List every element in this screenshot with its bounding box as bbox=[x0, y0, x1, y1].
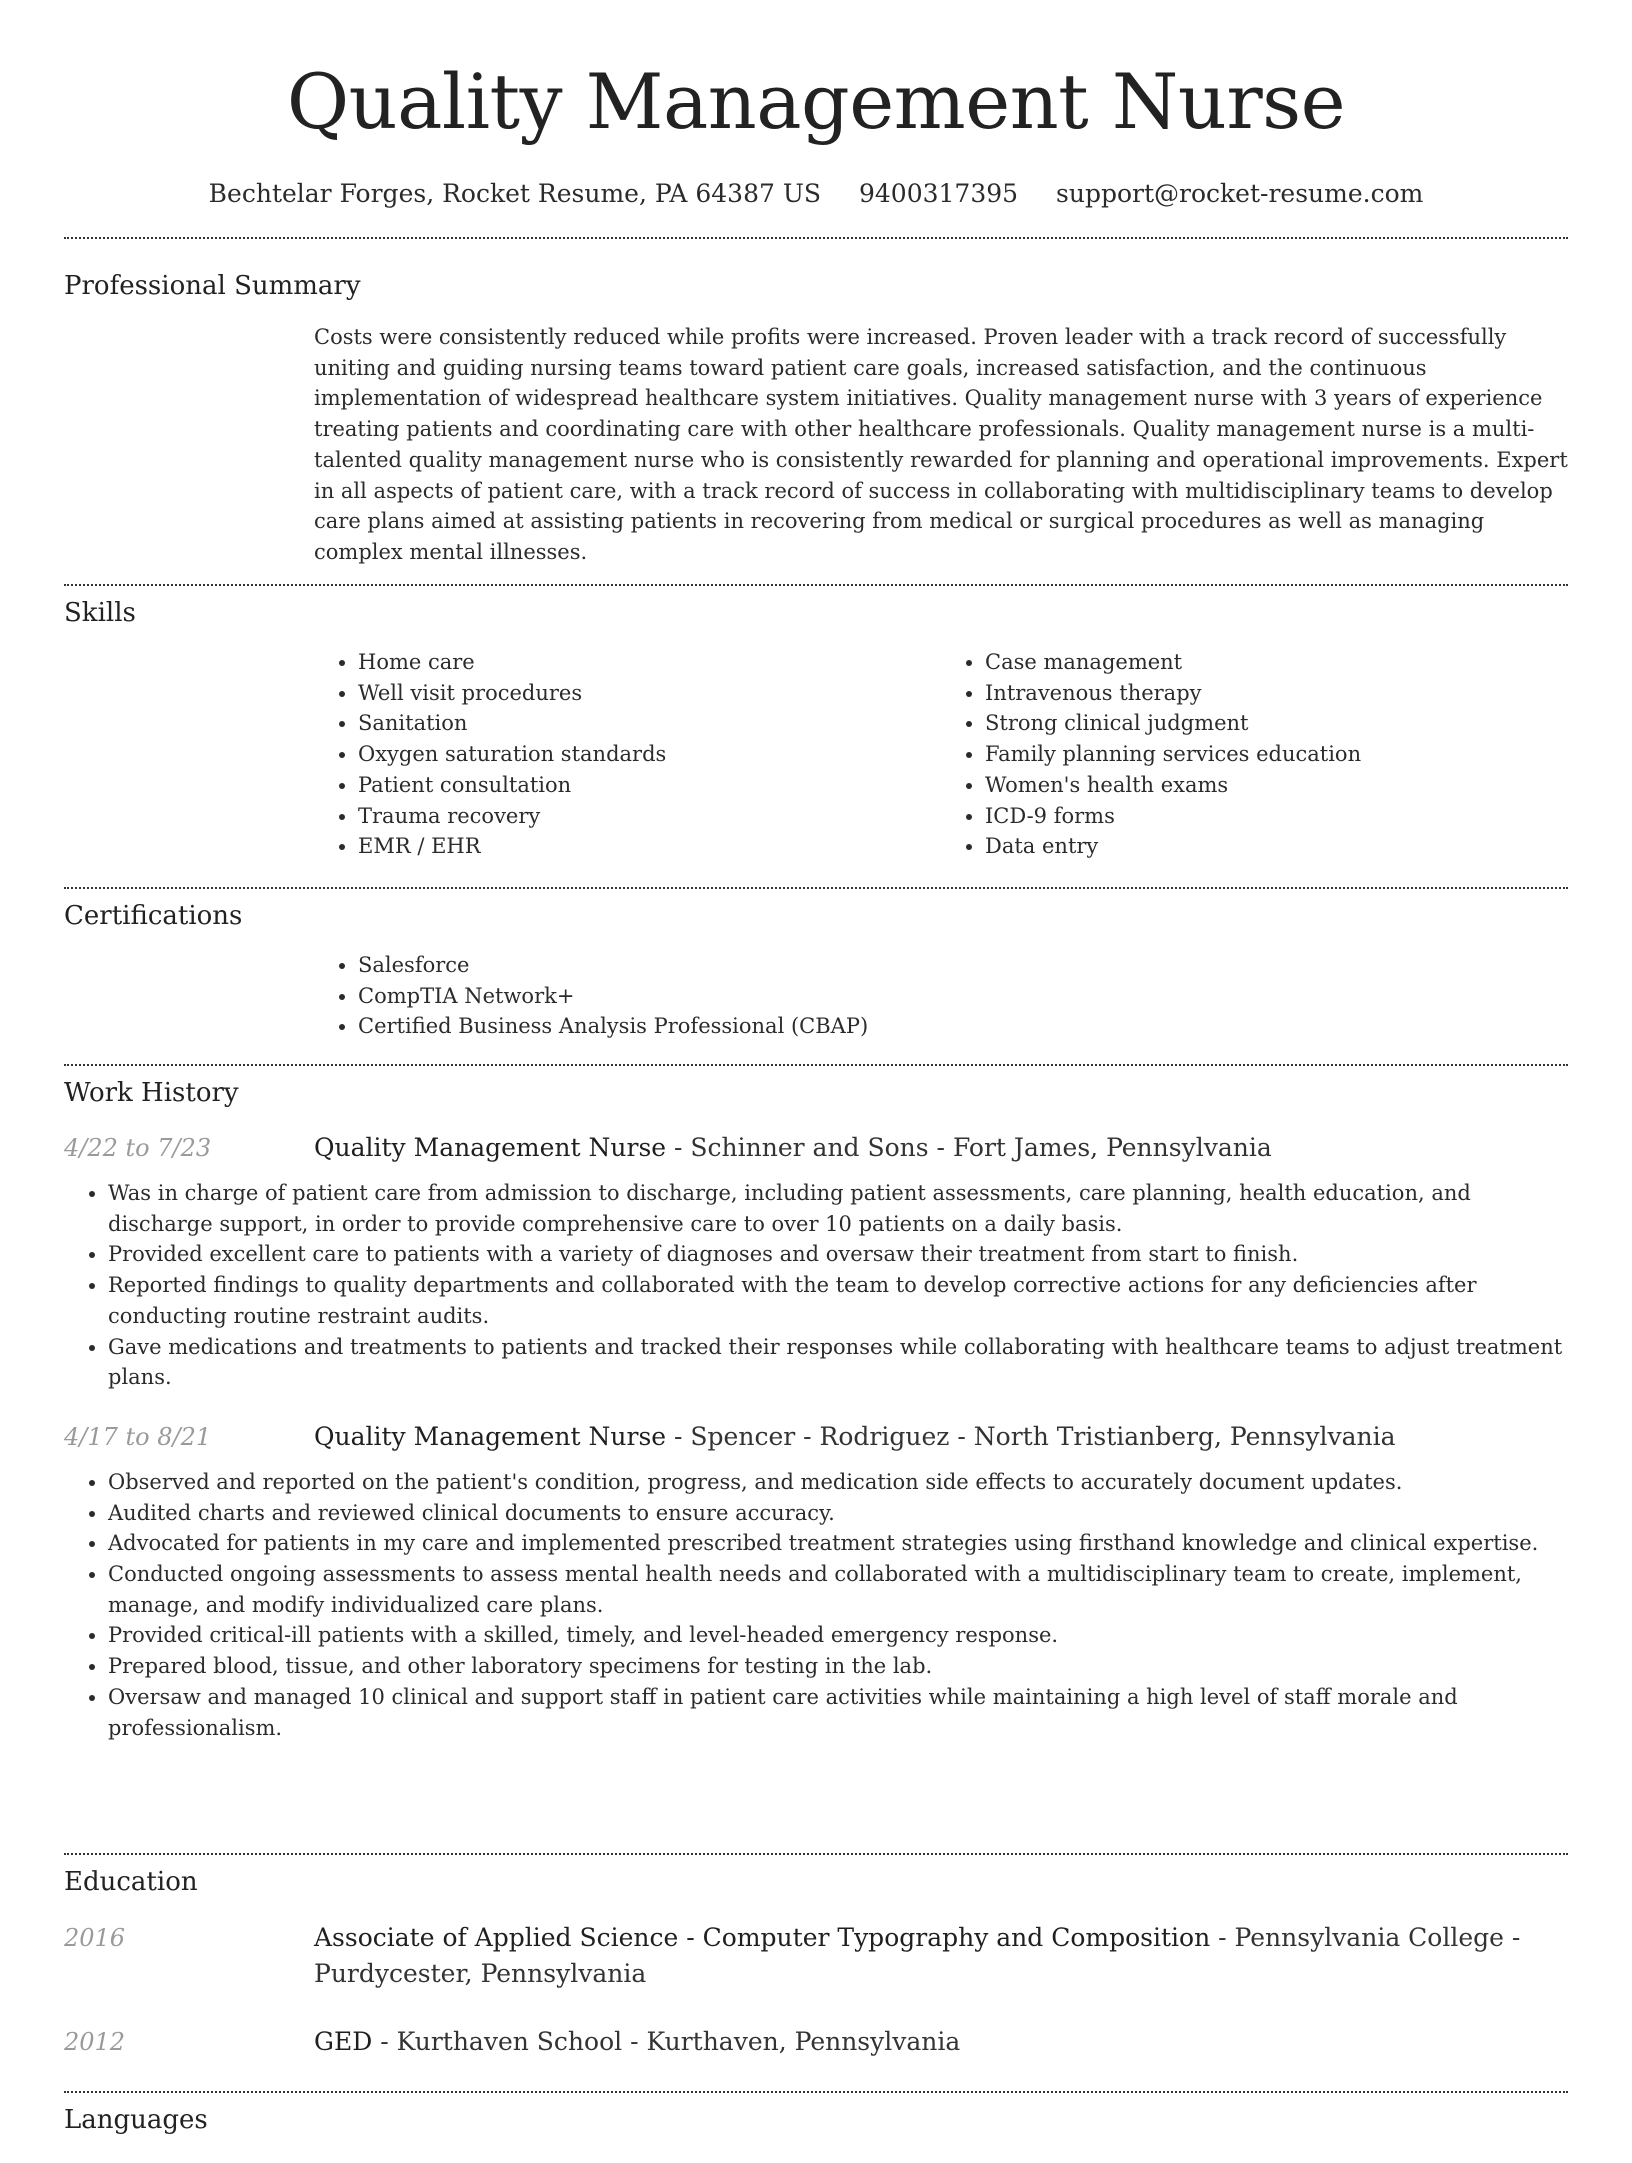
section-title-work-history: Work History bbox=[64, 1078, 239, 1108]
job-role: Quality Management Nurse bbox=[314, 1421, 667, 1451]
job-entry bbox=[64, 1130, 1568, 1393]
list-item: • Provided critical-ill patients with a skilled, timely, and level-headed emergency response. bbox=[108, 1620, 1568, 1651]
job-entry bbox=[64, 1419, 1568, 1743]
section-title-languages: Languages bbox=[64, 2105, 208, 2135]
education-school-location: - Pennsylvania College - Purdycester, Pennsylvania bbox=[314, 1923, 1521, 1988]
list-item: • Reported findings to quality departments and collaborated with the team to develop corrective actions for any deficiencies after conducting routine restraint audits. bbox=[108, 1270, 1568, 1331]
summary-text: Costs were consistently reduced while profits were increased. Proven leader with a track record of successfully uniting and guiding nursing teams toward patient care goals, increased satisfaction, and the continuous implementation of widespread healthcare system initiatives. Quality management nurse with 3 years of experience treating patients and coordinating care with other healthcare professionals. Quality management nurse is a multi-talented quality management nurse who is consistently rewarded for planning and operational improvements. Expert in all aspects of patient care, with a track record of success in collaborating with multidisciplinary teams to develop care plans aimed at assisting patients in recovering from medical or surgical procedures as well as managing complex mental illnesses. bbox=[314, 325, 1568, 564]
list-item: • ICD-9 forms bbox=[985, 801, 1568, 832]
list-item: • Prepared blood, tissue, and other laboratory specimens for testing in the lab. bbox=[108, 1651, 1568, 1682]
job-dates: 4/17 to 8/21 bbox=[64, 1422, 212, 1451]
section-title-education: Education bbox=[64, 1867, 198, 1897]
list-item: • Salesforce bbox=[358, 950, 1568, 981]
section-languages bbox=[64, 2091, 1568, 2163]
list-item: • Family planning services education bbox=[985, 739, 1568, 770]
education-year: 2016 bbox=[64, 1924, 126, 1952]
education-entry bbox=[64, 1920, 1568, 1992]
education-degree: Associate of Applied Science - Computer Typography and Composition bbox=[314, 1923, 1211, 1952]
list-item: • Case management bbox=[985, 647, 1568, 678]
list-item: • Strong clinical judgment bbox=[985, 708, 1568, 739]
section-title-summary: Professional Summary bbox=[64, 271, 361, 301]
resume-header bbox=[64, 0, 1568, 210]
list-item: • Well visit procedures bbox=[358, 678, 941, 709]
education-entry bbox=[64, 2024, 1568, 2060]
list-item: • Women's health exams bbox=[985, 770, 1568, 801]
skills-list-right bbox=[941, 647, 1568, 862]
list-item: • Advocated for patients in my care and implemented prescribed treatment strategies using firsthand knowledge and clinical expertise. bbox=[108, 1528, 1568, 1559]
job-title bbox=[314, 1130, 1568, 1166]
list-item: • Intravenous therapy bbox=[985, 678, 1568, 709]
job-bullets bbox=[64, 1178, 1568, 1393]
job-bullets bbox=[64, 1467, 1568, 1743]
list-item: • CompTIA Network+ bbox=[358, 981, 1568, 1012]
list-item: • Oxygen saturation standards bbox=[358, 739, 941, 770]
education-year: 2012 bbox=[64, 2028, 126, 2056]
education-degree: GED bbox=[314, 2027, 373, 2056]
list-item: • Was in charge of patient care from admission to discharge, including patient assessments, care planning, health education, and discharge support, in order to provide comprehensive care to over 10 patients on a daily basis. bbox=[108, 1178, 1568, 1239]
section-work-history bbox=[64, 1064, 1568, 1853]
list-item: • Provided excellent care to patients with a variety of diagnoses and oversaw their treatment from start to finish. bbox=[108, 1239, 1568, 1270]
certifications-list bbox=[314, 950, 1568, 1042]
section-certifications bbox=[64, 887, 1568, 1064]
section-education bbox=[64, 1853, 1568, 2091]
list-item: • Audited charts and reviewed clinical documents to ensure accuracy. bbox=[108, 1498, 1568, 1529]
job-title bbox=[314, 1419, 1568, 1455]
contact-address: Bechtelar Forges, Rocket Resume, PA 64387 US bbox=[208, 179, 822, 208]
job-employer-location: - Spencer - Rodriguez - North Tristianberg, Pennsylvania bbox=[666, 1421, 1396, 1451]
list-item: • Patient consultation bbox=[358, 770, 941, 801]
list-item: • Data entry bbox=[985, 831, 1568, 862]
list-item: • Gave medications and treatments to patients and tracked their responses while collaborating with healthcare teams to adjust treatment plans. bbox=[108, 1332, 1568, 1393]
section-skills bbox=[64, 584, 1568, 887]
contact-line bbox=[64, 178, 1568, 210]
list-item: • Conducted ongoing assessments to assess mental health needs and collaborated with a multidisciplinary team to create, implement, manage, and modify individualized care plans. bbox=[108, 1559, 1568, 1620]
list-item: • EMR / EHR bbox=[358, 831, 941, 862]
list-item: • Trauma recovery bbox=[358, 801, 941, 832]
section-summary bbox=[64, 237, 1568, 584]
candidate-name: Quality Management Nurse bbox=[286, 57, 1346, 146]
job-role: Quality Management Nurse bbox=[314, 1133, 667, 1162]
list-item: • Home care bbox=[358, 647, 941, 678]
list-item: • Sanitation bbox=[358, 708, 941, 739]
education-title bbox=[314, 2024, 1568, 2060]
education-title bbox=[314, 1920, 1568, 1992]
list-item: • Observed and reported on the patient's condition, progress, and medication side effects to accurately document updates. bbox=[108, 1467, 1568, 1498]
job-employer-location: - Schinner and Sons - Fort James, Pennsylvania bbox=[666, 1133, 1272, 1162]
section-title-skills: Skills bbox=[64, 598, 136, 628]
education-school-location: - Kurthaven School - Kurthaven, Pennsylvania bbox=[372, 2027, 961, 2056]
job-dates: 4/22 to 7/23 bbox=[64, 1134, 212, 1162]
list-item: • Oversaw and managed 10 clinical and support staff in patient care activities while maintaining a high level of staff morale and professionalism. bbox=[108, 1682, 1568, 1743]
skills-grid bbox=[314, 647, 1568, 862]
skills-list-left bbox=[314, 647, 941, 862]
contact-phone: 9400317395 bbox=[859, 179, 1019, 208]
contact-email: support@rocket-resume.com bbox=[1056, 179, 1424, 208]
list-item: • Certified Business Analysis Professional (CBAP) bbox=[358, 1011, 1568, 1042]
section-title-certifications: Certifications bbox=[64, 901, 243, 931]
